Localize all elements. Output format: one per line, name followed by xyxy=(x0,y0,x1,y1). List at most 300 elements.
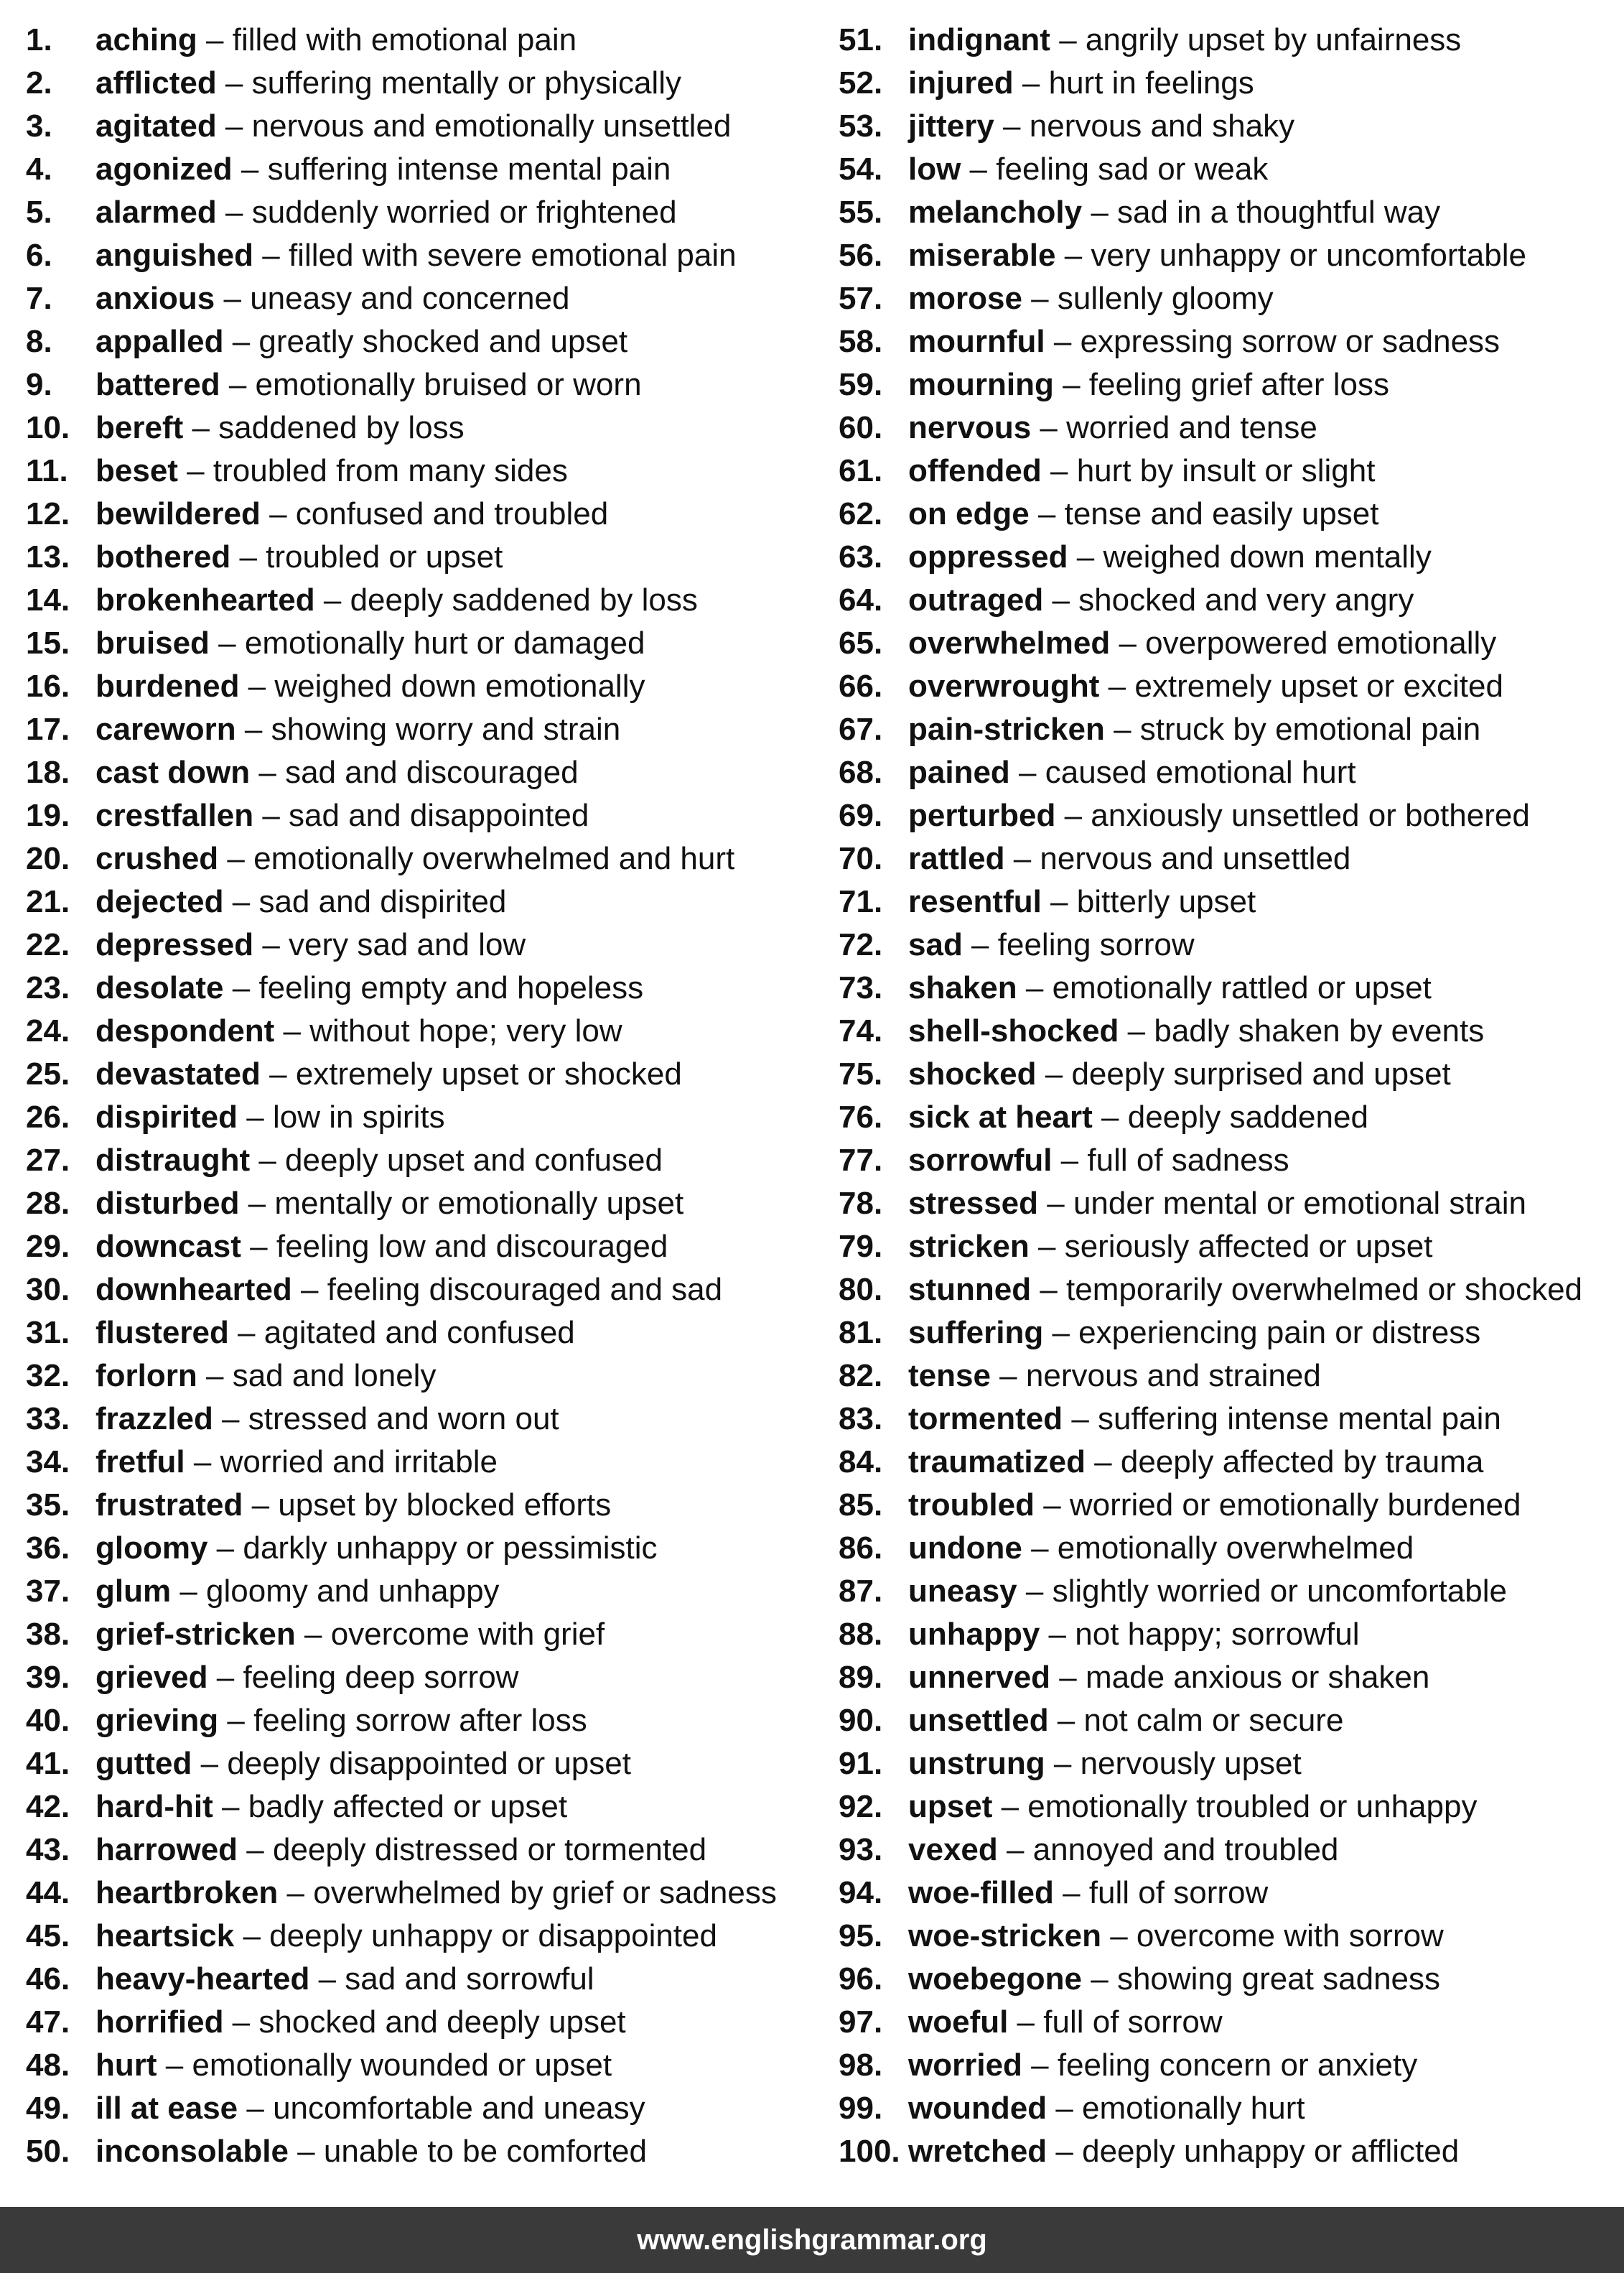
item-term: agonized xyxy=(95,152,233,187)
item-text xyxy=(908,1182,1526,1225)
item-number: 39. xyxy=(26,1660,70,1695)
item-number: 72. xyxy=(839,927,883,962)
item-definition: angrily upset by unfairness xyxy=(1085,22,1462,57)
item-definition: sad and disappointed xyxy=(289,798,589,833)
item-separator: – xyxy=(243,1487,279,1523)
item-separator: – xyxy=(1047,2134,1083,2169)
item-term: sad xyxy=(908,927,963,962)
item-term: harrowed xyxy=(95,1832,238,1867)
item-separator: – xyxy=(1047,2091,1083,2126)
item-number: 26. xyxy=(26,1100,70,1135)
item-text xyxy=(908,665,1503,708)
list-item xyxy=(839,19,1621,62)
item-number: 97. xyxy=(839,2004,883,2040)
item-separator: – xyxy=(253,798,289,833)
item-term: tormented xyxy=(908,1401,1063,1436)
item-text xyxy=(95,1527,658,1570)
item-number: 80. xyxy=(839,1272,883,1307)
item-number: 27. xyxy=(26,1143,70,1178)
item-text xyxy=(95,320,627,363)
item-separator: – xyxy=(215,281,251,316)
item-number: 40. xyxy=(26,1703,70,1738)
item-number: 33. xyxy=(26,1401,70,1436)
item-term: offended xyxy=(908,453,1042,488)
item-definition: upset by blocked efforts xyxy=(278,1487,612,1523)
item-definition: sad and lonely xyxy=(232,1358,437,1393)
item-separator: – xyxy=(1050,22,1086,57)
item-number: 53. xyxy=(839,108,883,144)
item-term: devastated xyxy=(95,1056,261,1092)
item-number: 69. xyxy=(839,798,883,833)
item-definition: very unhappy or uncomfortable xyxy=(1091,238,1526,273)
item-number: 95. xyxy=(839,1918,883,1953)
list-item xyxy=(26,1958,823,2001)
item-term: undone xyxy=(908,1530,1022,1566)
item-term: aching xyxy=(95,22,197,57)
item-separator: – xyxy=(992,1789,1028,1824)
item-term: injured xyxy=(908,65,1014,101)
item-text xyxy=(95,2001,626,2044)
item-term: shell-shocked xyxy=(908,1013,1119,1049)
item-text xyxy=(908,191,1440,234)
list-item xyxy=(26,1182,823,1225)
item-number: 75. xyxy=(839,1056,883,1092)
item-text xyxy=(908,924,1195,967)
item-separator: – xyxy=(1040,1617,1075,1652)
item-definition: extremely upset or excited xyxy=(1134,669,1503,704)
item-text xyxy=(908,277,1274,320)
list-item xyxy=(839,967,1621,1010)
footer-bar xyxy=(0,2207,1624,2273)
list-item xyxy=(26,1311,823,1354)
item-separator: – xyxy=(213,1401,248,1436)
list-item xyxy=(839,1139,1621,1182)
item-term: heartsick xyxy=(95,1918,235,1953)
item-text xyxy=(95,1656,518,1699)
item-definition: nervous and unsettled xyxy=(1040,841,1351,876)
item-number: 81. xyxy=(839,1315,883,1350)
item-number: 56. xyxy=(839,238,883,273)
item-separator: – xyxy=(1053,1875,1089,1910)
item-number: 93. xyxy=(839,1832,883,1867)
item-definition: expressing sorrow or sadness xyxy=(1080,324,1501,359)
item-number: 59. xyxy=(839,367,883,402)
item-separator: – xyxy=(1043,582,1079,618)
item-term: jittery xyxy=(908,108,994,144)
list-item xyxy=(26,1096,823,1139)
item-term: frustrated xyxy=(95,1487,243,1523)
item-separator: – xyxy=(218,1703,254,1738)
item-separator: – xyxy=(1119,1013,1154,1049)
item-separator: – xyxy=(1101,1918,1137,1953)
item-text xyxy=(908,837,1350,880)
item-definition: filled with emotional pain xyxy=(232,22,577,57)
item-separator: – xyxy=(288,2134,324,2169)
item-text xyxy=(95,924,526,967)
item-separator: – xyxy=(253,927,289,962)
list-item xyxy=(839,708,1621,751)
item-term: horrified xyxy=(95,2004,224,2040)
item-definition: badly affected or upset xyxy=(248,1789,568,1824)
item-definition: seriously affected or upset xyxy=(1064,1229,1433,1264)
item-definition: deeply unhappy or afflicted xyxy=(1082,2134,1460,2169)
item-text xyxy=(95,1699,587,1742)
item-separator: – xyxy=(253,238,289,273)
footer-url[interactable]: www.englishgrammar.org xyxy=(637,2224,987,2256)
item-separator: – xyxy=(1050,1660,1086,1695)
item-text xyxy=(95,234,737,277)
item-definition: agitated and confused xyxy=(263,1315,575,1350)
item-definition: overwhelmed by grief or sadness xyxy=(313,1875,777,1910)
item-text xyxy=(908,1398,1501,1441)
item-number: 100. xyxy=(839,2134,900,2169)
item-text xyxy=(908,2044,1417,2087)
item-text xyxy=(95,1398,559,1441)
item-number: 47. xyxy=(26,2004,70,2040)
item-number: 44. xyxy=(26,1875,70,1910)
item-term: stressed xyxy=(908,1186,1039,1221)
item-definition: feeling deep sorrow xyxy=(243,1660,519,1695)
item-number: 35. xyxy=(26,1487,70,1523)
list-item xyxy=(839,277,1621,320)
item-separator: – xyxy=(1017,970,1053,1005)
item-text xyxy=(908,579,1414,622)
item-separator: – xyxy=(961,152,997,187)
item-text xyxy=(95,708,620,751)
list-item xyxy=(26,320,823,363)
item-separator: – xyxy=(1104,712,1140,747)
item-separator: – xyxy=(1022,281,1058,316)
item-term: suffering xyxy=(908,1315,1044,1350)
item-separator: – xyxy=(1029,496,1065,531)
item-text xyxy=(908,493,1378,536)
item-separator: – xyxy=(1110,626,1146,661)
item-separator: – xyxy=(1082,195,1118,230)
item-separator: – xyxy=(216,195,252,230)
item-definition: uncomfortable and uneasy xyxy=(273,2091,645,2126)
item-term: wounded xyxy=(908,2091,1047,2126)
item-definition: deeply surprised and upset xyxy=(1071,1056,1451,1092)
list-item xyxy=(839,1570,1621,1613)
item-text xyxy=(95,363,642,406)
item-definition: feeling discouraged and sad xyxy=(327,1272,723,1307)
item-separator: – xyxy=(1048,1703,1084,1738)
list-item xyxy=(839,579,1621,622)
item-separator: – xyxy=(171,1574,207,1609)
item-separator: – xyxy=(197,1358,233,1393)
item-definition: nervously upset xyxy=(1080,1746,1302,1781)
item-term: rattled xyxy=(908,841,1005,876)
item-separator: – xyxy=(1029,1229,1065,1264)
item-definition: mentally or emotionally upset xyxy=(274,1186,684,1221)
list-item xyxy=(26,363,823,406)
item-number: 79. xyxy=(839,1229,883,1264)
list-item xyxy=(26,406,823,450)
item-term: dejected xyxy=(95,884,224,919)
item-term: worried xyxy=(908,2047,1022,2083)
item-number: 23. xyxy=(26,970,70,1005)
item-number: 13. xyxy=(26,539,70,575)
item-text xyxy=(908,148,1268,191)
item-definition: badly shaken by events xyxy=(1154,1013,1485,1049)
list-item xyxy=(839,536,1621,579)
item-text xyxy=(908,19,1461,62)
item-number: 30. xyxy=(26,1272,70,1307)
item-text xyxy=(908,1010,1484,1053)
list-item xyxy=(26,1699,823,1742)
item-text xyxy=(908,1441,1483,1484)
list-item xyxy=(839,751,1621,794)
item-term: cast down xyxy=(95,755,251,790)
item-text xyxy=(908,363,1389,406)
item-separator: – xyxy=(1053,367,1089,402)
item-definition: emotionally hurt or damaged xyxy=(244,626,645,661)
item-number: 15. xyxy=(26,626,70,661)
item-definition: feeling sorrow xyxy=(997,927,1195,962)
item-definition: shocked and very angry xyxy=(1078,582,1414,618)
list-item xyxy=(839,148,1621,191)
word-list xyxy=(0,19,1624,2173)
item-separator: – xyxy=(1041,453,1077,488)
item-definition: feeling grief after loss xyxy=(1088,367,1389,402)
item-number: 66. xyxy=(839,669,883,704)
list-item xyxy=(839,2001,1621,2044)
list-item xyxy=(26,924,823,967)
list-item xyxy=(839,62,1621,105)
item-term: vexed xyxy=(908,1832,998,1867)
item-text xyxy=(908,1268,1582,1311)
item-text xyxy=(908,62,1254,105)
item-text xyxy=(908,2130,1459,2173)
item-separator: – xyxy=(1008,2004,1044,2040)
item-separator: – xyxy=(218,841,254,876)
item-term: agitated xyxy=(95,108,217,144)
item-term: afflicted xyxy=(95,65,217,101)
item-term: sick at heart xyxy=(908,1100,1093,1135)
list-item xyxy=(26,2044,823,2087)
item-definition: overpowered emotionally xyxy=(1145,626,1497,661)
item-definition: weighed down mentally xyxy=(1103,539,1432,575)
item-text xyxy=(95,105,731,148)
item-separator: – xyxy=(1004,841,1040,876)
list-item xyxy=(26,622,823,665)
item-separator: – xyxy=(157,2047,192,2083)
item-number: 22. xyxy=(26,927,70,962)
item-separator: – xyxy=(177,453,213,488)
list-item xyxy=(26,1527,823,1570)
item-separator: – xyxy=(260,496,296,531)
item-number: 49. xyxy=(26,2091,70,2126)
item-number: 91. xyxy=(839,1746,883,1781)
item-number: 8. xyxy=(26,324,52,359)
item-definition: showing great sadness xyxy=(1116,1961,1441,1997)
item-separator: – xyxy=(314,582,350,618)
item-text xyxy=(95,1785,567,1828)
list-item xyxy=(839,1915,1621,1958)
list-item xyxy=(839,837,1621,880)
item-definition: hurt by insult or slight xyxy=(1076,453,1376,488)
item-text xyxy=(95,1053,682,1096)
item-term: despondent xyxy=(95,1013,275,1049)
item-term: crestfallen xyxy=(95,798,254,833)
item-definition: suffering intense mental pain xyxy=(267,152,671,187)
item-term: unstrung xyxy=(908,1746,1045,1781)
item-definition: emotionally troubled or unhappy xyxy=(1027,1789,1478,1824)
item-text xyxy=(908,1958,1440,2001)
item-separator: – xyxy=(207,1530,243,1566)
item-separator: – xyxy=(1063,1401,1098,1436)
list-item xyxy=(839,794,1621,837)
item-definition: shocked and deeply upset xyxy=(258,2004,626,2040)
item-separator: – xyxy=(962,927,998,962)
item-definition: sad and dispirited xyxy=(258,884,507,919)
item-definition: hurt in feelings xyxy=(1048,65,1254,101)
item-text xyxy=(908,2087,1305,2130)
item-text xyxy=(908,1527,1414,1570)
list-item xyxy=(839,665,1621,708)
item-number: 74. xyxy=(839,1013,883,1049)
item-term: anxious xyxy=(95,281,215,316)
item-definition: sullenly gloomy xyxy=(1057,281,1274,316)
list-item xyxy=(839,1613,1621,1656)
item-separator: – xyxy=(185,1444,220,1479)
item-term: woeful xyxy=(908,2004,1009,2040)
list-item xyxy=(839,105,1621,148)
item-separator: – xyxy=(207,1660,243,1695)
item-number: 3. xyxy=(26,108,52,144)
list-item xyxy=(26,708,823,751)
item-term: oppressed xyxy=(908,539,1068,575)
item-text xyxy=(95,1570,500,1613)
item-definition: nervous and shaky xyxy=(1029,108,1295,144)
item-text xyxy=(95,1182,683,1225)
item-number: 96. xyxy=(839,1961,883,1997)
list-item xyxy=(839,363,1621,406)
list-item xyxy=(839,191,1621,234)
item-definition: emotionally rattled or upset xyxy=(1052,970,1432,1005)
item-number: 71. xyxy=(839,884,883,919)
item-term: depressed xyxy=(95,927,254,962)
item-separator: – xyxy=(238,1832,273,1867)
item-definition: deeply upset and confused xyxy=(285,1143,663,1178)
item-text xyxy=(908,1139,1289,1182)
item-text xyxy=(95,62,681,105)
item-separator: – xyxy=(1099,669,1135,704)
item-separator: – xyxy=(1085,1444,1121,1479)
item-definition: worried and tense xyxy=(1066,410,1317,445)
item-definition: suffering mentally or physically xyxy=(251,65,681,101)
item-separator: – xyxy=(295,1617,331,1652)
item-number: 34. xyxy=(26,1444,70,1479)
item-term: uneasy xyxy=(908,1574,1017,1609)
list-item xyxy=(26,2130,823,2173)
item-term: wretched xyxy=(908,2134,1047,2169)
item-term: bewildered xyxy=(95,496,261,531)
item-number: 18. xyxy=(26,755,70,790)
item-separator: – xyxy=(223,970,259,1005)
item-separator: – xyxy=(1022,1530,1058,1566)
item-text xyxy=(908,1785,1477,1828)
item-number: 50. xyxy=(26,2134,70,2169)
list-item xyxy=(26,2087,823,2130)
item-number: 6. xyxy=(26,238,52,273)
item-number: 70. xyxy=(839,841,883,876)
item-separator: – xyxy=(994,108,1030,144)
list-item xyxy=(839,1268,1621,1311)
item-text xyxy=(908,105,1294,148)
item-definition: worried or emotionally burdened xyxy=(1069,1487,1521,1523)
item-text xyxy=(95,1268,722,1311)
item-text xyxy=(908,1096,1368,1139)
list-item xyxy=(26,1785,823,1828)
list-item xyxy=(839,1225,1621,1268)
list-item xyxy=(26,751,823,794)
item-definition: worried and irritable xyxy=(220,1444,498,1479)
item-text xyxy=(908,1828,1338,1872)
item-text xyxy=(908,967,1432,1010)
list-item xyxy=(26,1139,823,1182)
item-term: mourning xyxy=(908,367,1054,402)
list-item xyxy=(839,1699,1621,1742)
item-separator: – xyxy=(213,1789,248,1824)
item-term: unhappy xyxy=(908,1617,1040,1652)
item-definition: sad and sorrowful xyxy=(345,1961,594,1997)
list-item xyxy=(26,1613,823,1656)
item-number: 78. xyxy=(839,1186,883,1221)
list-item xyxy=(26,967,823,1010)
list-item xyxy=(26,450,823,493)
list-item xyxy=(839,1872,1621,1915)
item-term: disturbed xyxy=(95,1186,240,1221)
item-term: grieving xyxy=(95,1703,219,1738)
item-separator: – xyxy=(1068,539,1103,575)
item-separator: – xyxy=(997,1832,1033,1867)
item-definition: emotionally hurt xyxy=(1082,2091,1305,2126)
item-separator: – xyxy=(216,108,252,144)
word-list-column-left xyxy=(26,19,823,2173)
item-term: unsettled xyxy=(908,1703,1049,1738)
item-term: ill at ease xyxy=(95,2091,238,2126)
item-text xyxy=(95,1010,622,1053)
item-separator: – xyxy=(1045,324,1081,359)
item-separator: – xyxy=(220,367,256,402)
list-item xyxy=(26,1053,823,1096)
item-definition: emotionally overwhelmed and hurt xyxy=(253,841,735,876)
item-definition: full of sadness xyxy=(1087,1143,1289,1178)
list-item xyxy=(839,406,1621,450)
item-text xyxy=(95,1613,605,1656)
item-text xyxy=(908,234,1526,277)
item-text xyxy=(95,19,577,62)
item-term: melancholy xyxy=(908,195,1083,230)
item-number: 55. xyxy=(839,195,883,230)
list-item xyxy=(839,2130,1621,2173)
item-number: 29. xyxy=(26,1229,70,1264)
list-item xyxy=(26,277,823,320)
item-term: glum xyxy=(95,1574,172,1609)
list-item xyxy=(26,234,823,277)
list-item xyxy=(26,1484,823,1527)
item-definition: temporarily overwhelmed or shocked xyxy=(1066,1272,1583,1307)
list-item xyxy=(26,794,823,837)
item-definition: overcome with sorrow xyxy=(1136,1918,1444,1953)
item-definition: deeply unhappy or disappointed xyxy=(269,1918,717,1953)
item-text xyxy=(908,1613,1359,1656)
item-separator: – xyxy=(1017,1574,1053,1609)
item-number: 20. xyxy=(26,841,70,876)
list-item xyxy=(26,579,823,622)
item-separator: – xyxy=(1055,798,1091,833)
